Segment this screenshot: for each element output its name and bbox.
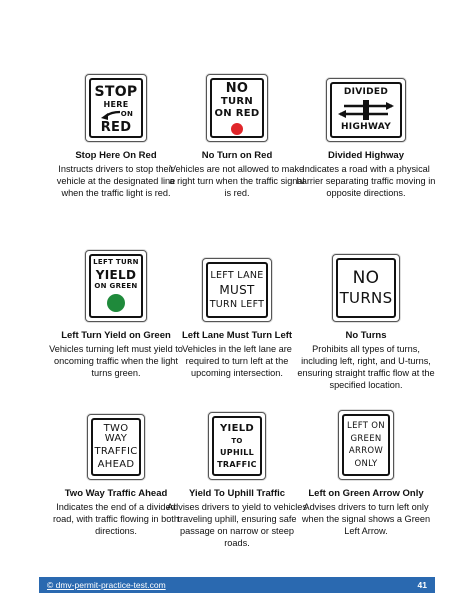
left-turn-yield-on-green-sign <box>85 250 147 322</box>
sign-text: HERE <box>103 99 129 109</box>
sign-text: LEFT TURN <box>93 258 139 266</box>
sign-text: ON RED <box>214 107 260 119</box>
sign-card-yield-to-uphill-traffic <box>167 408 307 549</box>
sign-text: UPHILL <box>219 447 255 457</box>
sign-text: MUST <box>219 283 255 297</box>
sign-description: Indicates a road with a physical barrier separating traffic moving in opposite directions. <box>296 164 436 198</box>
sign-title: Two Way Traffic Ahead <box>64 488 168 499</box>
sign-text: ON GREEN <box>94 282 138 290</box>
sign-card-two-way-traffic-ahead <box>46 408 186 537</box>
sign-card-left-on-green-arrow-only <box>296 408 436 537</box>
sign-text: RED <box>100 119 132 135</box>
sign-text: ARROW <box>348 446 384 456</box>
divided-highway-sign <box>326 78 406 142</box>
sign-card-no-turns <box>296 250 436 391</box>
sign-description: Advises drivers to turn left only when the signal shows a Green Left Arrow. <box>301 502 431 536</box>
sign-title: Stop Here On Red <box>75 150 157 161</box>
sign-text: TURN <box>220 95 254 107</box>
sign-title: Left Lane Must Turn Left <box>181 330 293 341</box>
website-link[interactable]: © dmv-permit-practice-test.com <box>47 580 166 590</box>
sign-title: Left Turn Yield on Green <box>61 330 171 341</box>
no-turn-on-red-sign <box>206 74 268 142</box>
sign-description: Prohibits all types of turns, including left, right, and U-turns, ensuring straight traffic flow at the specified location. <box>297 344 435 390</box>
left-arrow-icon <box>99 110 121 120</box>
sign-text: TURN LEFT <box>209 299 265 310</box>
left-lane-must-turn-left-sign <box>202 258 272 322</box>
sign-text: NO <box>352 268 380 288</box>
sign-description: Vehicles turning left must yield to oncoming traffic when the light turns green. <box>49 344 183 378</box>
sign-text: LEFT ON <box>347 421 385 431</box>
sign-card-stop-here-on-red <box>46 70 186 199</box>
sign-text: GREEN <box>350 433 382 444</box>
sign-text: DIVIDED <box>343 87 389 97</box>
sign-title: No Turn on Red <box>201 150 273 161</box>
sign-text: NO <box>225 80 249 96</box>
sign-text: ON <box>120 110 134 118</box>
sign-title: Yield To Uphill Traffic <box>188 488 286 499</box>
yield-to-uphill-traffic-sign <box>208 412 266 480</box>
two-way-traffic-ahead-sign <box>87 414 145 480</box>
sign-text: YIELD <box>95 268 137 282</box>
left-on-green-arrow-only-sign <box>338 410 394 480</box>
no-turns-sign <box>332 254 400 322</box>
sign-text: STOP <box>94 83 138 100</box>
sign-title: Left on Green Arrow Only <box>308 488 424 499</box>
sign-text: YIELD <box>220 422 254 434</box>
sign-description: Indicates the end of a divided road, with traffic flowing in both directions. <box>53 502 179 536</box>
divided-road-arrows-icon <box>338 100 394 120</box>
sign-text: TO <box>231 436 243 445</box>
sign-text: ONLY <box>354 458 378 469</box>
sign-title: Divided Highway <box>327 150 404 161</box>
sign-title: No Turns <box>345 330 387 341</box>
sign-text: HIGHWAY <box>340 122 392 132</box>
sign-card-no-turn-on-red <box>167 70 307 199</box>
sign-text: TURNS <box>339 289 393 307</box>
sign-card-divided-highway <box>296 70 436 199</box>
sign-text: LEFT LANE <box>210 269 264 281</box>
red-light-icon <box>231 123 243 135</box>
sign-description: Vehicles in the left lane are required to turn left at the upcoming intersection. <box>182 344 292 378</box>
sign-description: Instructs drivers to stop their vehicle at the designated line when the traffic light is red. <box>56 164 176 198</box>
page-footer <box>39 577 435 593</box>
sign-text: TRAFFIC <box>94 446 138 457</box>
page-number: 41 <box>417 580 427 590</box>
stop-here-on-red-sign <box>85 74 147 142</box>
sign-text: AHEAD <box>97 459 135 470</box>
sign-description: Vehicles are not allowed to make a right turn when the traffic signal is red. <box>169 164 305 198</box>
sign-card-left-lane-must-turn-left <box>167 250 307 379</box>
green-light-icon <box>107 294 125 312</box>
sign-text: TRAFFIC <box>217 459 257 469</box>
sign-text: TWO WAY <box>103 423 129 444</box>
sign-description: Advises drivers to yield to vehicles traveling uphill, ensuring safe passage on narrow or steep roads. <box>167 502 307 548</box>
sign-card-left-turn-yield-on-green <box>46 250 186 379</box>
